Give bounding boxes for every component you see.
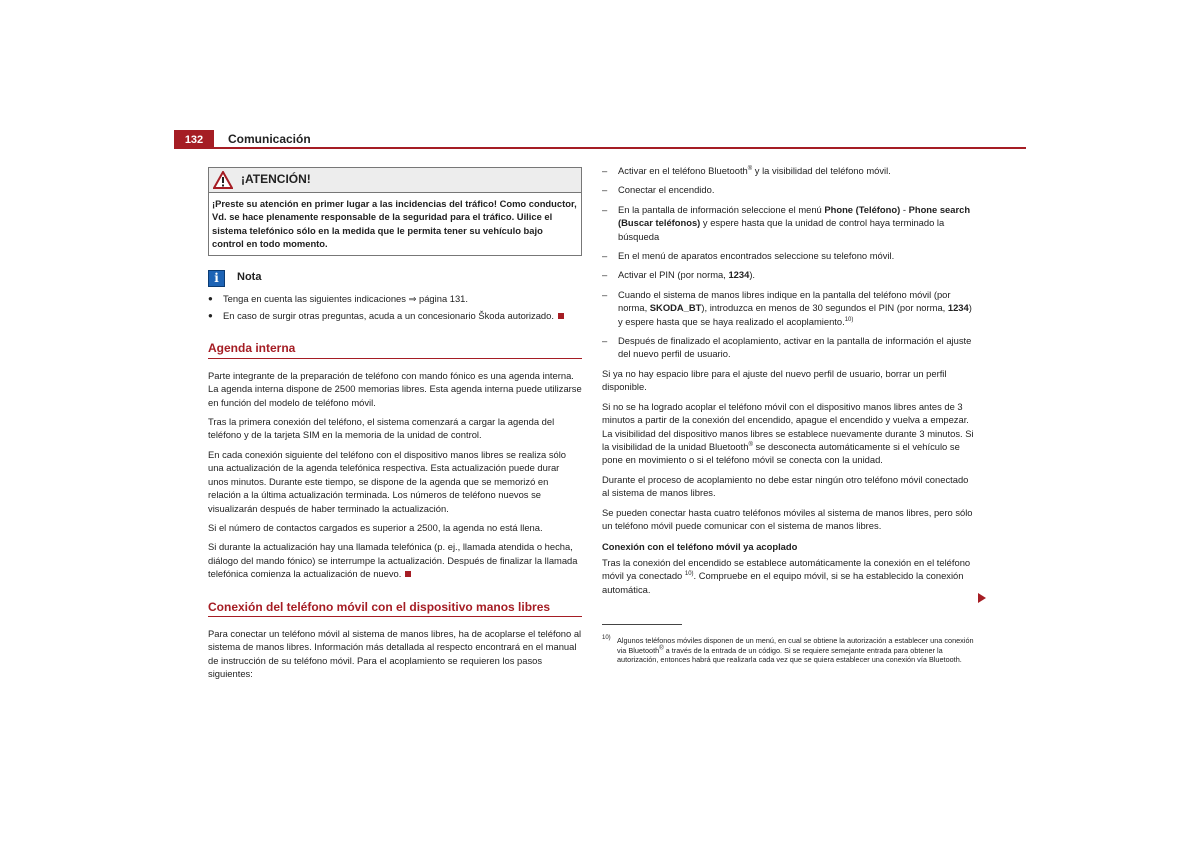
footnote-number: 10) (602, 635, 611, 641)
warning-text: ¡Preste su atención en primer lugar a las incidencias del tráfico! Como conductor, Vd. se hace plenamente responsable de la seguridad para el tráfico. Uilice el sistema telefónico sólo en la medida que le permita tener su vehículo bajo control en todo momento. (212, 198, 577, 250)
subheading: Conexión con el teléfono móvil ya acoplado (602, 541, 798, 553)
paragraph: Para conectar un teléfono móvil al sistema de manos libres, ha de acoplarse el teléfono al sistema de manos libres. Información más detallada al respecto encontrará en el manual de instrucción de su teléfono móvil. Para el acoplamiento se requieren los pasos siguientes: (208, 627, 582, 680)
paragraph-text: Si no se ha logrado acoplar el teléfono móvil con el dispositivo manos libres antes de 3 minutos a partir de la conexión del encendido, apague el encendido y vuelva a empezar. La visibilidad del dispositivo manos libres se establece nuevamente durante 3 minutos. Si la visibilidad de la unidad Bluetooth (602, 400, 974, 452)
step-text: En el menú de aparatos encontrados seleccione su telefono móvil. (618, 250, 895, 262)
info-icon: i (208, 270, 225, 287)
step-text: ) y espere hasta que se haya realizado el acoplamiento. (618, 302, 972, 327)
note-block (208, 270, 582, 323)
continue-arrow-icon (978, 593, 986, 603)
footnote-text-part: a través de la entrada de un código. Si se requiere semejante entrada para obtener la autorización, entonces habrá que realizarla cada vez que se quiera establecer una conexión vía Bluetooth. (617, 645, 962, 665)
warning-title: ¡ATENCIÓN! (241, 172, 311, 187)
warning-box (208, 167, 582, 256)
registered-mark: ® (659, 645, 664, 652)
section-title-agenda: Agenda interna (208, 342, 582, 358)
step-item (602, 268, 977, 281)
left-column (208, 167, 582, 687)
paragraph (602, 400, 977, 467)
paragraph-text: Si durante la actualización hay una llamada telefónica (p. ej., llamada atendida o hecha, diálogo del mando fónico) se interrumpe la actualización. Después de finalizar la llamada telefónica comienza la actualización de nuevo. (208, 541, 578, 580)
registered-mark: ® (748, 441, 753, 448)
step-text: Conectar el encendido. (618, 184, 715, 196)
warning-triangle-icon (213, 171, 233, 189)
footnote-text (617, 636, 977, 665)
registered-mark: ® (747, 165, 753, 172)
note-list (208, 292, 582, 323)
header-rule (174, 147, 1026, 149)
paragraph: Durante el proceso de acoplamiento no debe estar ningún otro teléfono móvil conectado al sistema de manos libres. (602, 473, 969, 499)
step-text: Activar el PIN (por norma, (618, 269, 729, 281)
end-of-section-marker (405, 571, 411, 577)
pin-code: 1234 (728, 269, 750, 281)
paragraph (208, 540, 582, 580)
step-item (602, 288, 977, 328)
step-text: y espere hasta que la unidad de control haya terminado la búsqueda (618, 217, 945, 242)
paragraph: Si ya no hay espacio libre para el ajuste del nuevo perfil de usuario, borrar un perfil disponible. (602, 367, 947, 393)
step-text: y la visibilidad del teléfono móvil. (752, 165, 891, 176)
paragraph-text: . Compruebe en el equipo móvil, si se ha establecido la conexión automática. (602, 570, 964, 595)
right-column (602, 164, 977, 602)
note-item (208, 292, 582, 305)
note-item-text: En caso de surgir otras preguntas, acuda a un concesionario Škoda autorizado. (223, 310, 554, 322)
pin-code: 1234 (947, 302, 969, 314)
footnote-ref: 10) (844, 316, 854, 323)
footnote (602, 636, 977, 665)
paragraph (602, 556, 977, 596)
footnote-rule (602, 624, 682, 625)
chapter-title: Comunicación (228, 132, 311, 146)
end-of-section-marker (558, 313, 564, 319)
section-title-conexion: Conexión del teléfono móvil con el dispositivo manos libres (208, 601, 582, 617)
paragraph: Se pueden conectar hasta cuatro teléfonos móviles al sistema de manos libres, pero sólo un teléfono móvil puede comunicar con el sistema de manos libres. (602, 506, 973, 531)
footnote-text-part: Algunos teléfonos móviles disponen de un menú, en cual se obtiene la autorización a establecer una conexión via Bluetooth (617, 636, 974, 655)
step-text: Cuando el sistema de manos libres indique en la pantalla del teléfono móvil (por norma, (618, 288, 951, 314)
step-text: Después de finalizado el acoplamiento, activar en la pantalla de información el ajuste del nuevo perfil de usuario. (618, 335, 972, 360)
device-name: SKODA_BT (649, 302, 702, 314)
note-item (208, 309, 582, 322)
paragraph: En cada conexión siguiente del teléfono con el dispositivo manos libres se realiza sólo una actualización de la agenda telefónica respectiva. Esta actualización puede durar unos minutos. Durante este tiempo, se dispone de la agenda que se memorizó en relación a la última actualización terminada. Los números de teléfono nuevos se visualizarán después de haber terminado la actualización. (208, 448, 567, 514)
paragraph: Tras la primera conexión del teléfono, el sistema comenzará a cargar la agenda del teléfono y de la tarjeta SIM en la memoria de la unidad de control. (208, 416, 555, 441)
footnote-ref: 10) (684, 571, 694, 578)
step-text: ). (749, 269, 756, 281)
note-title: Nota (237, 271, 262, 284)
warning-header (209, 168, 581, 193)
step-item (602, 183, 977, 196)
menu-name: Phone search (Buscar teléfonos) (618, 203, 971, 229)
note-item-text: Tenga en cuenta las siguientes indicaciones ⇒ página 131. (223, 292, 469, 304)
pairing-steps (602, 164, 977, 361)
note-header (208, 270, 582, 287)
page-number: 132 (174, 130, 214, 149)
step-item (602, 334, 977, 361)
paragraph-text: Tras la conexión del encendido se establece automáticamente la conexión en el teléfono móvil ya conectado (602, 556, 971, 582)
paragraph-text: se desconecta automáticamente si el vehículo se pone en movimiento o si el teléfono móvil se conecta con la unidad. (602, 440, 960, 466)
step-item (602, 203, 977, 243)
menu-name: Phone (Teléfono) (824, 203, 901, 215)
step-item (602, 249, 977, 262)
paragraph: Si el número de contactos cargados es superior a 2500, la agenda no está llena. (208, 521, 543, 533)
step-text: - (900, 203, 909, 215)
paragraph: Parte integrante de la preparación de teléfono con mando fónico es una agenda interna. La agenda interna dispone de 2500 memorias libres. Esta agenda interna puede utilizarse en función del modelo de teléfono móvil. (208, 369, 582, 408)
step-text: En la pantalla de información seleccione el menú (618, 203, 825, 215)
step-text: Activar en el teléfono Bluetooth (618, 165, 748, 176)
step-text: ), introduzca en menos de 30 segundos el PIN (por norma, (701, 302, 948, 314)
step-item (602, 164, 977, 177)
